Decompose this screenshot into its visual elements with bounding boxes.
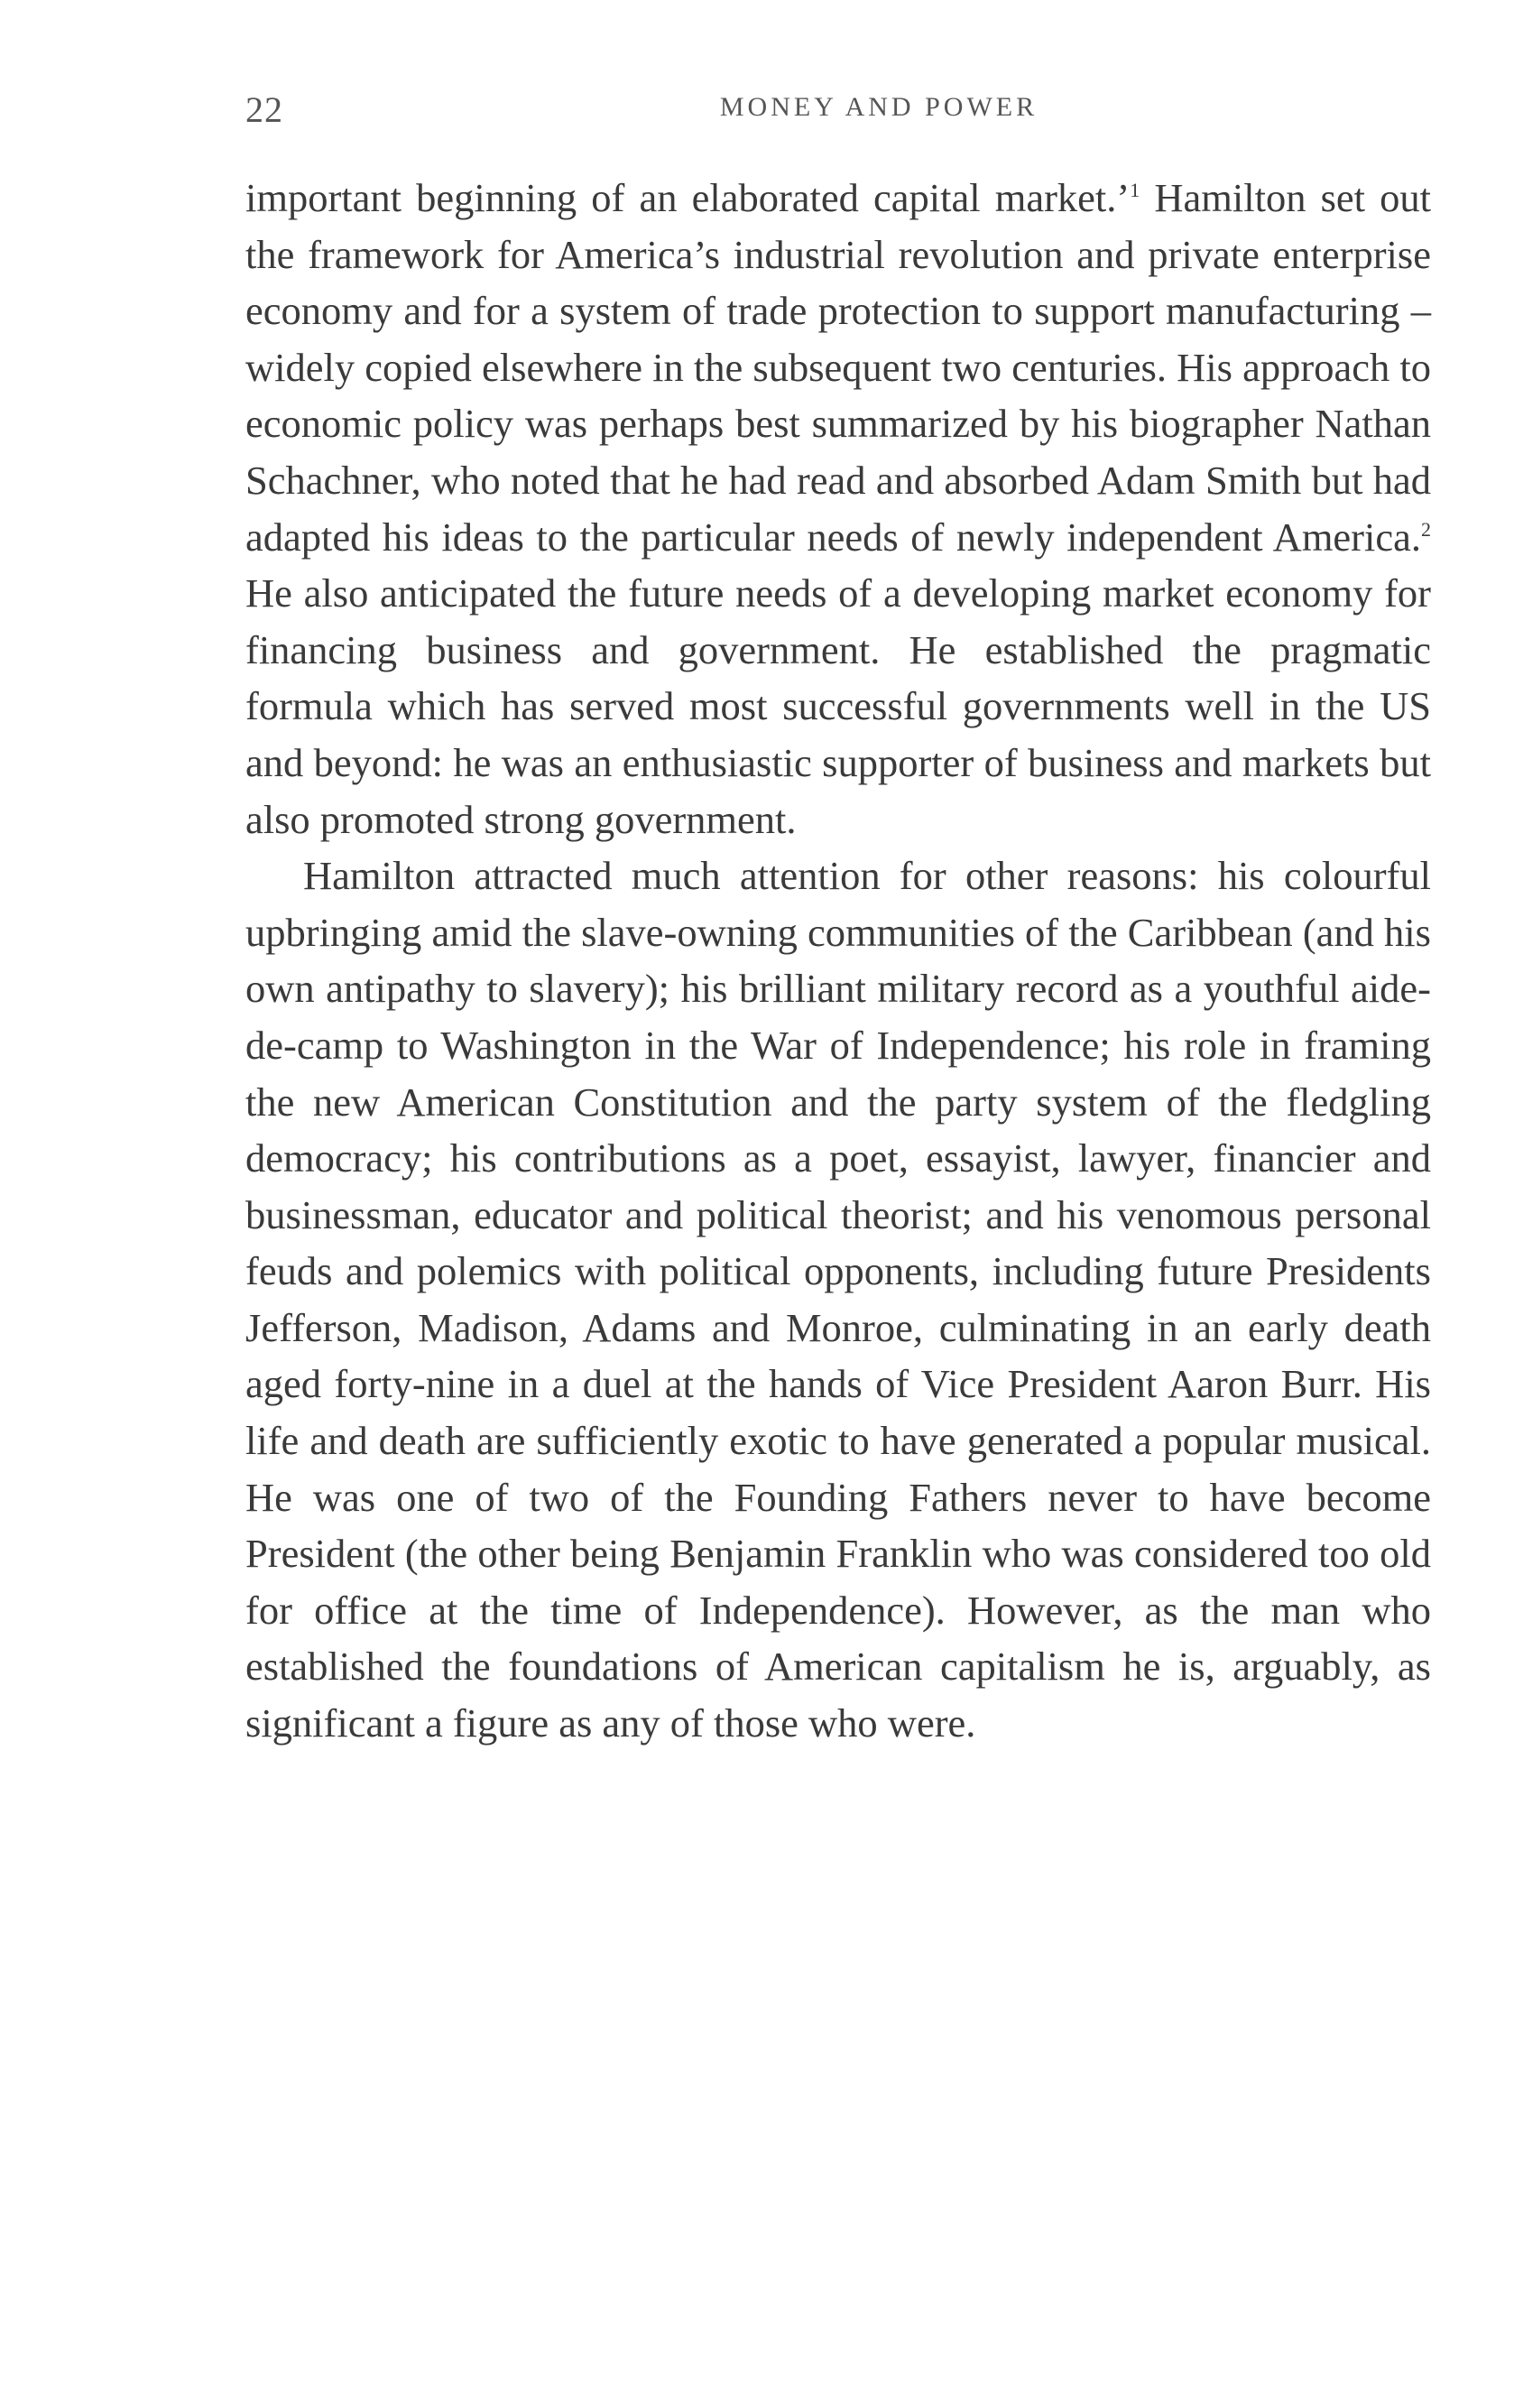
- page-number: 22: [245, 89, 283, 130]
- paragraph-text: important beginning of an elaborated capital market.’: [245, 175, 1131, 220]
- paragraph-1: [245, 170, 1431, 847]
- footnote-marker[interactable]: 1: [1130, 179, 1140, 202]
- footnote-marker[interactable]: 2: [1421, 517, 1431, 541]
- paragraph-text: He also anticipated the future needs of a developing market economy for financing business and government. He established the pragmatic formula which has served most successful governments well in the US and beyond: he was an enthusiastic supporter of business and markets but also promoted strong government.: [245, 570, 1431, 842]
- running-head: [245, 88, 1431, 143]
- body-text: [245, 170, 1431, 1752]
- paragraph-text: Hamilton set out the framework for America’s industrial revolution and private enterprise economy and for a system of trade protection to support manufacturing – widely copied elsewhere in the subsequent two centuries. His approach to economic policy was perhaps best summarized by his biographer Nathan Schachner, who noted that he had read and absorbed Adam Smith but had adapted his ideas to the particular needs of newly independent America.: [245, 175, 1432, 560]
- paragraph-text: Hamilton attracted much attention for other reasons: his colourful upbringing amid the slave-owning communities of the Caribbean (and his own antipathy to slavery); his brilliant military record as a youthful aide-de-camp to Washington in the War of Independence; his role in framing the new American Constitution and the party system of the fledgling democracy; his contributions as a poet, essayist, lawyer, financier and businessman, educator and political theorist; and his venomous personal feuds and polemics with political opponents, including future Presidents Jefferson, Madison, Adams and Monroe, culminating in an early death aged forty-nine in a duel at the hands of Vice President Aaron Burr. His life and death are sufficiently exotic to have generated a popular musical. He was one of two of the Founding Fathers never to have become President (the other being Benjamin Franklin who was considered too old for office at the time of Independence). However, as the man who established the foundations of American capitalism he is, arguably, as significant a figure as any of those who were.: [245, 853, 1431, 1746]
- paragraph-2: [245, 847, 1431, 1752]
- running-title: MONEY AND POWER: [719, 92, 1039, 122]
